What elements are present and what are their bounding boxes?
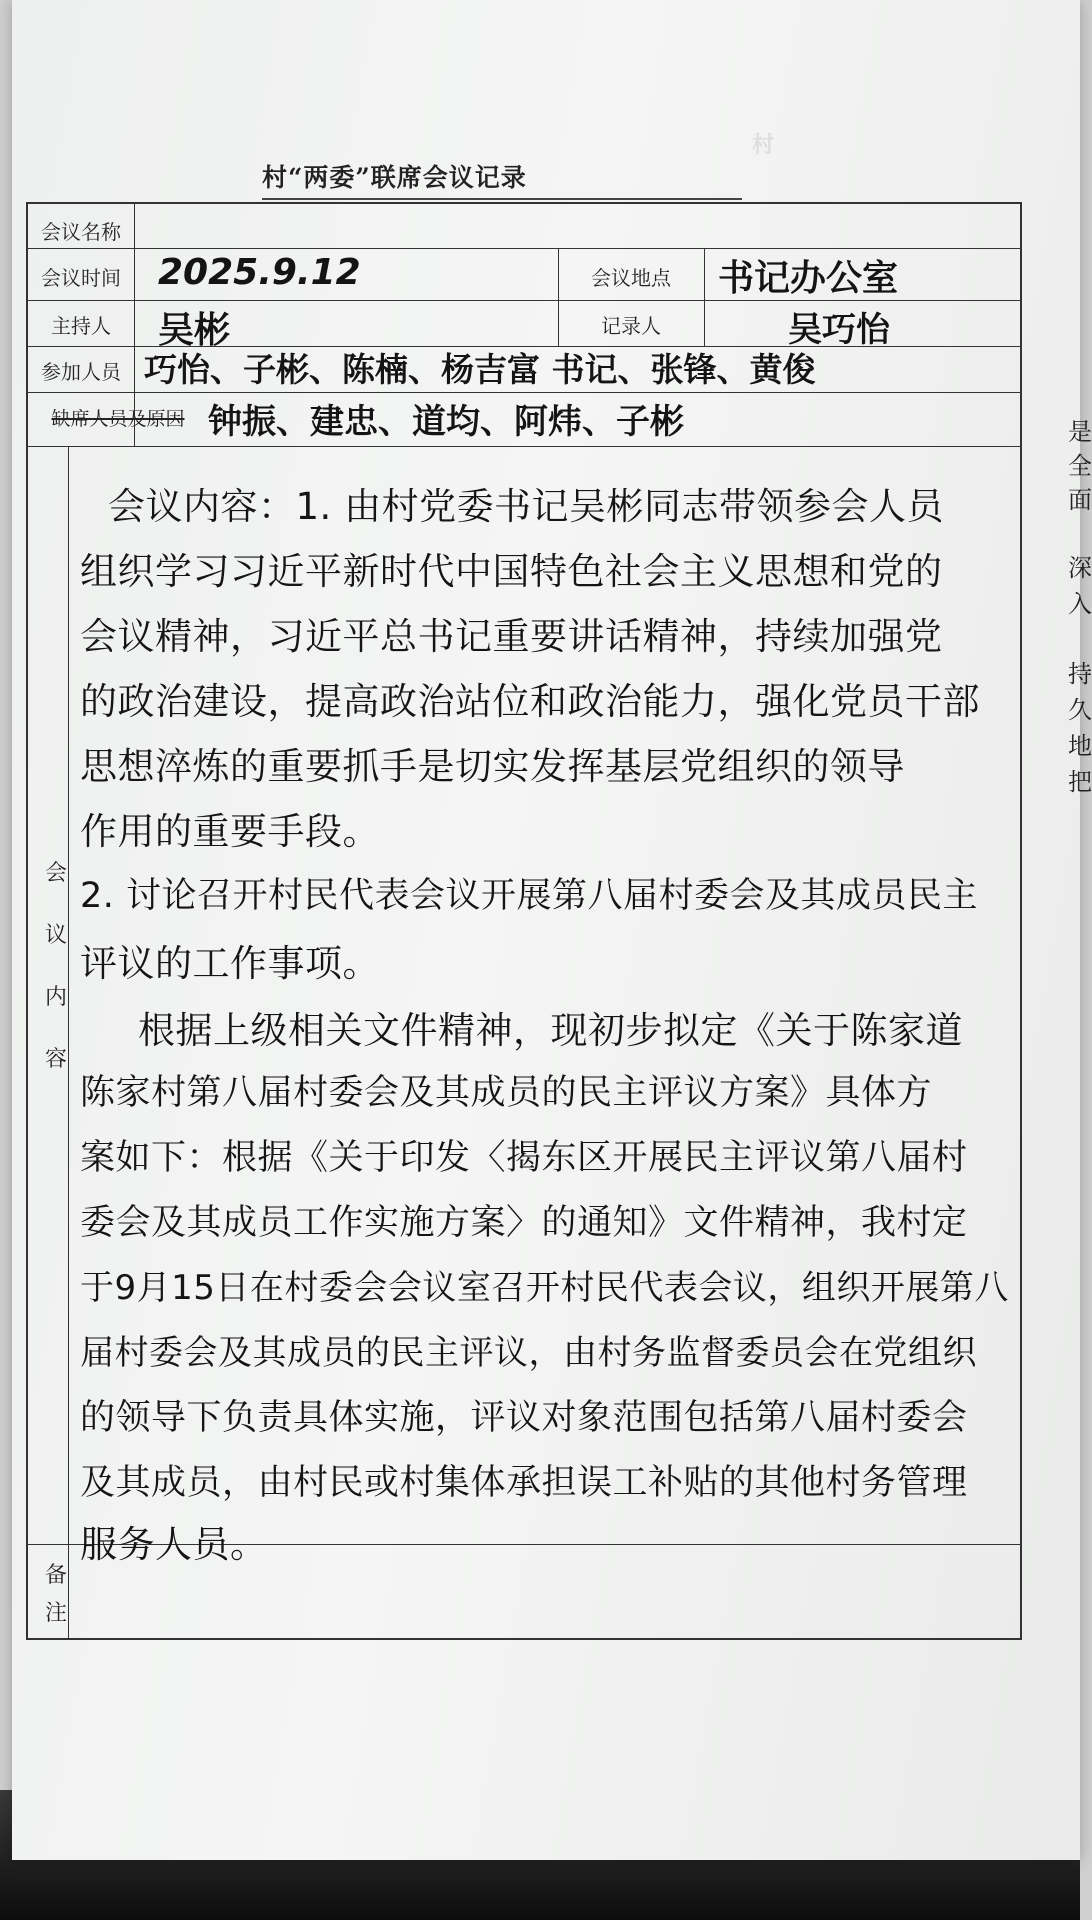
content-line: 委会及其成员工作实施方案〉的通知》文件精神，我村定: [80, 1203, 968, 1243]
content-line: 根据上级相关文件精神，现初步拟定《关于陈家道: [138, 1009, 963, 1052]
content-line: 思想淬炼的重要抓手是切实发挥基层党组织的领导: [80, 745, 905, 788]
paper-sheet: [12, 0, 1092, 1860]
content-line: 的领导下负责具体实施，评议对象范围包括第八届村委会: [80, 1398, 968, 1438]
content-label-char: 内: [44, 985, 67, 1010]
meeting-time-label: 会议时间: [41, 266, 121, 290]
content-line: 会议内容：1. 由村党委书记吴彬同志带领参会人员: [108, 485, 945, 528]
absentees-label: 缺席人员及原因: [51, 408, 185, 430]
adjacent-page-char: 面: [1068, 486, 1092, 514]
adjacent-page-char: 把: [1068, 768, 1092, 796]
content-line: 及其成员，由村民或村集体承担误工补贴的其他村务管理: [80, 1463, 968, 1503]
adjacent-page-char: 久: [1068, 696, 1092, 724]
bleed-through-text: 村: [752, 132, 775, 158]
adjacent-page-char: 深: [1068, 554, 1092, 582]
content-line: 2. 讨论召开村民代表会议开展第八届村委会及其成员民主: [80, 876, 979, 916]
meeting-name-label: 会议名称: [41, 220, 121, 244]
content-label-char: 议: [44, 923, 67, 948]
adjacent-page-char: 全: [1068, 452, 1092, 480]
content-line: 陈家村第八届村委会及其成员的民主评议方案》具体方: [80, 1073, 933, 1113]
attendees-label: 参加人员: [41, 360, 121, 384]
content-line: 评议的工作事项。: [80, 942, 380, 985]
content-line: 组织学习习近平新时代中国特色社会主义思想和党的: [80, 550, 943, 593]
page-title: 村“两委”联席会议记录: [262, 158, 742, 200]
content-line: 会议精神，习近平总书记重要讲话精神，持续加强党: [80, 615, 943, 658]
content-line: 服务人员。: [80, 1523, 268, 1566]
recorder-value: 吴巧怡: [788, 310, 890, 350]
remarks-label-char: 注: [44, 1601, 67, 1626]
meeting-place-value: 书记办公室: [718, 258, 899, 299]
content-label-char: 会: [44, 861, 67, 886]
content-line: 届村委会及其成员的民主评议，由村务监督委员会在党组织: [80, 1333, 977, 1373]
content-line: 作用的重要手段。: [80, 810, 380, 853]
host-value: 吴彬: [158, 310, 231, 351]
meeting-place-label: 会议地点: [591, 266, 671, 290]
content-line: 的政治建设，提高政治站位和政治能力，强化党员干部: [80, 680, 980, 723]
meeting-record-form: [26, 202, 1022, 1640]
content-line: 于9月15日在村委会会议室召开村民代表会议，组织开展第八: [80, 1268, 1009, 1308]
absentees-value: 钟振、建忠、道均、阿炜、子彬: [208, 402, 684, 442]
adjacent-page-char: 是: [1068, 418, 1092, 446]
adjacent-page-char: 入: [1068, 590, 1092, 618]
host-label: 主持人: [51, 314, 111, 338]
meeting-time-value: 2025.9.12: [158, 252, 361, 293]
recorder-label: 记录人: [601, 314, 661, 338]
attendees-value: 巧怡、子彬、陈楠、杨吉富 书记、张锋、黄俊: [144, 350, 816, 389]
adjacent-page-char: 持: [1068, 660, 1092, 688]
adjacent-page-char: 地: [1068, 732, 1092, 760]
remarks-label-char: 备: [44, 1563, 67, 1588]
content-line: 案如下：根据《关于印发〈揭东区开展民主评议第八届村: [80, 1138, 968, 1178]
content-label-char: 容: [44, 1047, 67, 1072]
